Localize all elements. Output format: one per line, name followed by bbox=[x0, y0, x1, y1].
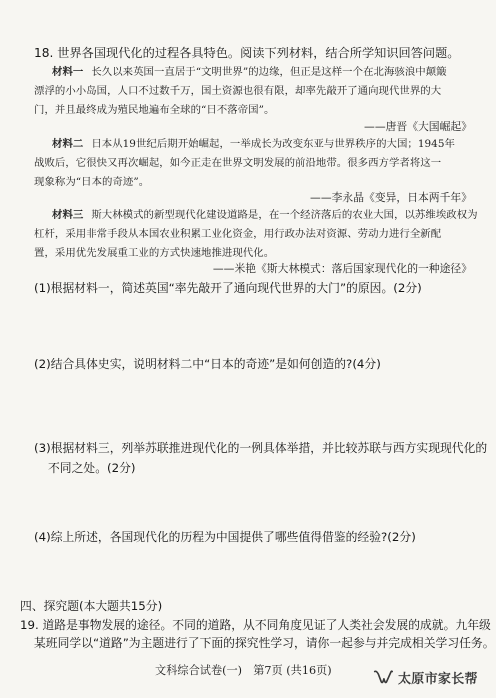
sub-question-4: (4)综上所述，各国现代化的历程为中国提供了哪些值得借鉴的经验?(2分) bbox=[34, 530, 416, 544]
material-2-source: ——李永晶《变异，日本两千年》 bbox=[310, 191, 472, 204]
sub-question-3-line-2: 不同之处。(2分) bbox=[48, 461, 136, 475]
material-2-line-3: 现象称为“日本的奇迹”。 bbox=[34, 176, 150, 188]
material-3-text-1: 斯大林模式的新型现代化建设道路是，在一个经济落后的农业大国，以苏维埃政权为 bbox=[91, 209, 478, 221]
page-footer: 文科综合试卷(一) 第7页 (共16页) bbox=[155, 664, 332, 677]
material-1-line-2: 漂浮的小小岛国，人口不过数千万，国土资源也很有限，却率先敲开了通向现代世界的大 bbox=[34, 85, 442, 97]
question-19-line-1: 19. 道路是事物发展的途径。不同的道路，从不同角度见证了人类社会发展的成就。九年级 bbox=[20, 618, 491, 632]
material-3-line-3: 置，采用优先发展重工业的方式快速地推进现代化。 bbox=[34, 247, 275, 259]
material-1-text-1: 长久以来英国一直居于“文明世界”的边缘，但正是这样一个在北海骇浪中颠簸 bbox=[91, 66, 447, 78]
question-19-line-2: 某班同学以“道路”为主题进行了下面的探究性学习，请你一起参与并完成相关学习任务。 bbox=[34, 636, 495, 650]
material-3-label: 材料三 bbox=[52, 209, 84, 221]
material-1-label: 材料一 bbox=[52, 66, 84, 78]
material-2-line-2: 战败后，它很快又再次崛起，如今正走在世界文明发展的前沿地带。很多西方学者将这一 bbox=[34, 157, 442, 169]
sub-question-3-line-1: (3)根据材料三，列举苏联推进现代化的一例具体举措，并比较苏联与西方实现现代化的 bbox=[34, 441, 488, 455]
material-3-line-1 bbox=[52, 210, 478, 220]
section-4-title: 四、探究题(本大题共15分) bbox=[20, 599, 163, 613]
material-2-line-1 bbox=[52, 139, 455, 149]
watermark-text: 太原市家长帮 bbox=[398, 671, 478, 687]
material-3-source: ——米艳《斯大林模式：落后国家现代化的一种途径》 bbox=[212, 262, 472, 275]
material-2-label: 材料二 bbox=[52, 138, 84, 150]
material-3-line-2: 杠杆，采用非常手段从本国农业积累工业化资金，用行政办法对资源、劳动力进行全新配 bbox=[34, 228, 442, 240]
sub-question-2: (2)结合具体史实，说明材料二中“日本的奇迹”是如何创造的?(4分) bbox=[34, 357, 381, 371]
sub-question-1: (1)根据材料一，简述英国“率先敲开了通向现代世界的大门”的原因。(2分) bbox=[34, 281, 422, 295]
question-18-head: 18. 世界各国现代化的过程各具特色。阅读下列材料，结合所学知识回答问题。 bbox=[34, 46, 460, 60]
watermark bbox=[372, 660, 478, 694]
material-1-source: ——唐晋《大国崛起》 bbox=[364, 120, 472, 133]
wechat-channel-icon bbox=[372, 666, 394, 688]
material-1-line-3: 门，并且最终成为殖民地遍布全球的“日不落帝国”。 bbox=[34, 104, 275, 116]
material-1-line-1 bbox=[52, 67, 447, 77]
material-2-text-1: 日本从19世纪后期开始崛起，一举成长为改变东亚与世界秩序的大国；1945年 bbox=[91, 138, 455, 150]
